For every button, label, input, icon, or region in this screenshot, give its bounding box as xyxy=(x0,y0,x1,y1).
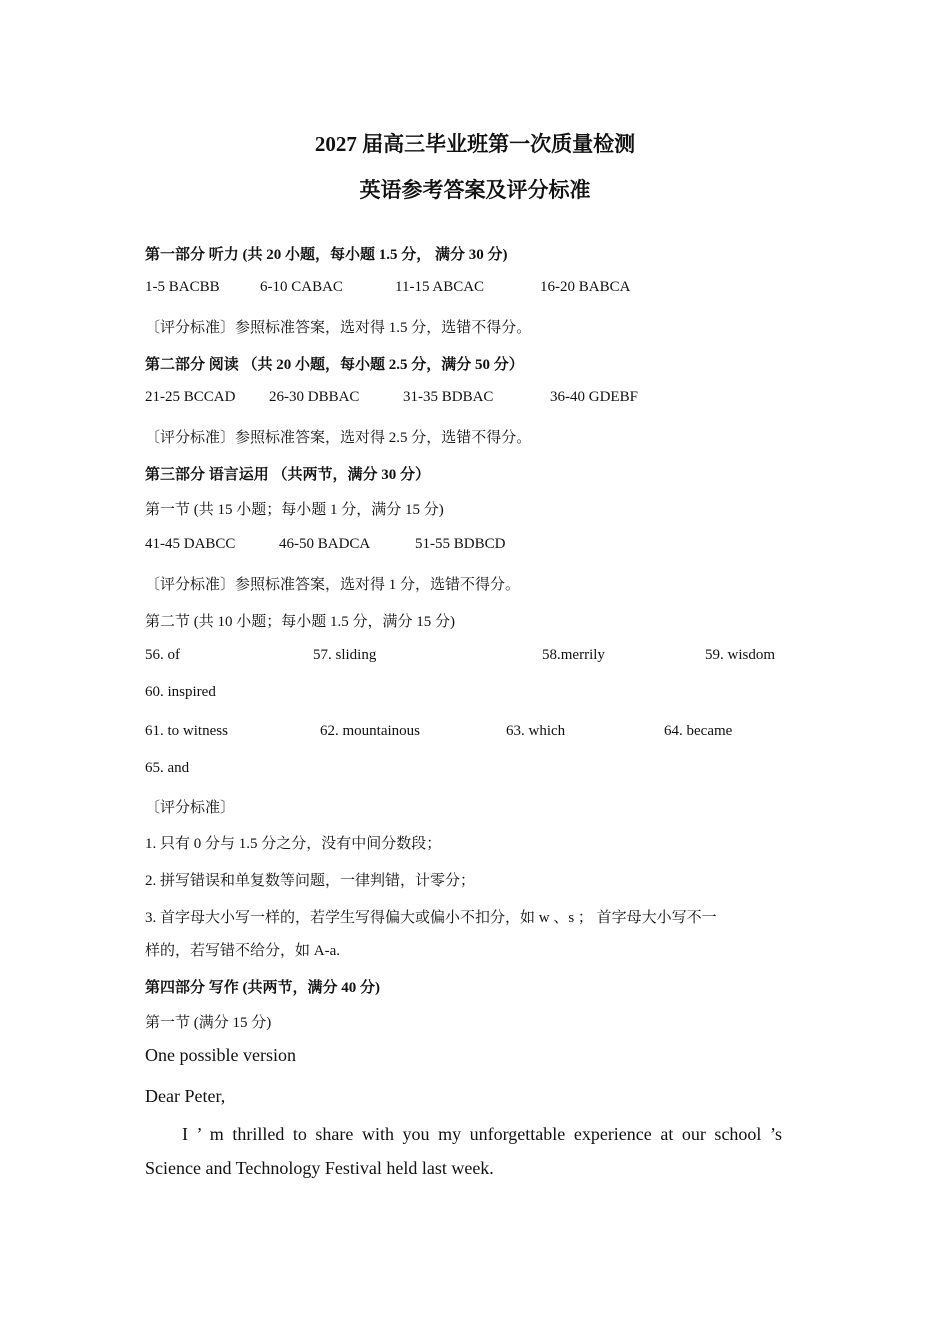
part2-heading: 第二部分 阅读 （共 20 小题，每小题 2.5 分，满分 50 分） xyxy=(145,357,524,373)
part3-section1-criteria: 〔评分标准〕参照标准答案，选对得 1 分，选错不得分。 xyxy=(145,577,521,593)
grammar-answer: 62. mountainous xyxy=(320,723,420,739)
grammar-answer: 57. sliding xyxy=(313,647,377,663)
essay-paragraph: I ’ m thrilled to share with you my unforgettable experience at our school ’s Science and Technology Festival held last week. xyxy=(145,1124,782,1178)
part4-heading: 第四部分 写作 (共两节，满分 40 分) xyxy=(145,980,380,996)
part2-answer-group: 36-40 GDEBF xyxy=(550,389,638,405)
grammar-answer: 63. which xyxy=(506,723,566,739)
part3-section1-heading: 第一节 (共 15 小题；每小题 1 分，满分 15 分) xyxy=(145,502,444,518)
grammar-answer: 60. inspired xyxy=(145,684,216,700)
part2-answer-group: 21-25 BCCAD xyxy=(145,389,236,405)
part2-criteria: 〔评分标准〕参照标准答案，选对得 2.5 分，选错不得分。 xyxy=(145,430,532,446)
grammar-answer: 64. became xyxy=(664,723,733,739)
grammar-answer: 59. wisdom xyxy=(705,647,776,663)
part1-answer-group: 16-20 BABCA xyxy=(540,279,631,295)
part1-heading: 第一部分 听力 (共 20 小题，每小题 1.5 分， 满分 30 分) xyxy=(145,247,508,263)
part3-answer-group: 51-55 BDBCD xyxy=(415,536,506,552)
part1-answer-group: 11-15 ABCAC xyxy=(395,279,485,295)
part2-answer-group: 26-30 DBBAC xyxy=(269,389,360,405)
grammar-answer: 65. and xyxy=(145,760,190,776)
grading-rule: 1. 只有 0 分与 1.5 分之分，没有中间分数段； xyxy=(145,836,442,852)
grammar-answer: 56. of xyxy=(145,647,180,663)
part3-criteria-label: 〔评分标准〕 xyxy=(145,800,236,816)
grammar-answer: 58.merrily xyxy=(542,647,605,663)
part3-heading: 第三部分 语言运用 （共两节，满分 30 分） xyxy=(145,467,431,483)
part3-section2-heading: 第二节 (共 10 小题；每小题 1.5 分，满分 15 分) xyxy=(145,614,455,630)
essay-greeting: Dear Peter, xyxy=(145,1086,226,1106)
part1-criteria: 〔评分标准〕参照标准答案，选对得 1.5 分，选错不得分。 xyxy=(145,320,532,336)
grading-rule: 样的，若写错不给分，如 A-a. xyxy=(145,943,340,959)
grading-rule: 3. 首字母大小写一样的，若学生写得偏大或偏小不扣分，如 w 、s ； 首字母大小写不一 xyxy=(145,910,717,926)
grading-rule: 2. 拼写错误和单复数等问题，一律判错，计零分； xyxy=(145,873,476,889)
part3-answer-group: 41-45 DABCC xyxy=(145,536,236,552)
part3-answer-group: 46-50 BADCA xyxy=(279,536,371,552)
part2-answer-group: 31-35 BDBAC xyxy=(403,389,494,405)
sample-essay-label: One possible version xyxy=(145,1045,296,1065)
page-subtitle: 英语参考答案及评分标准 xyxy=(359,178,591,202)
part1-answer-group: 6-10 CABAC xyxy=(260,279,343,295)
grammar-answer: 61. to witness xyxy=(145,723,228,739)
page-title: 2027 届高三毕业班第一次质量检测 xyxy=(314,132,636,156)
part4-section1-heading: 第一节 (满分 15 分) xyxy=(145,1015,272,1031)
part1-answer-group: 1-5 BACBB xyxy=(145,279,220,295)
